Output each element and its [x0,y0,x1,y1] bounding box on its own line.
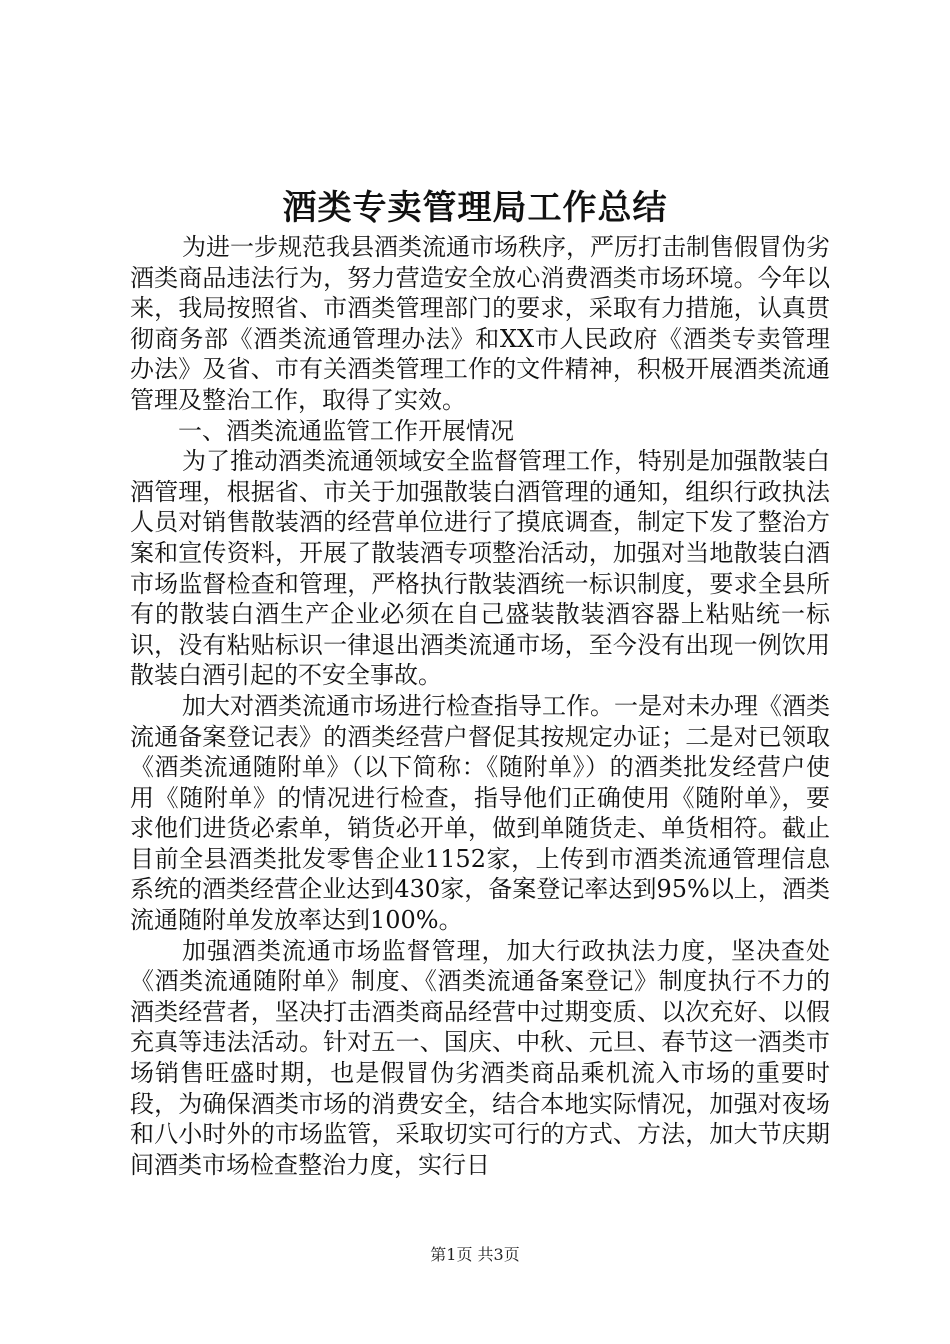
body-paragraph: 加强酒类流通市场监督管理，加大行政执法力度，坚决查处《酒类流通随附单》制度、《酒类流通备案登记》制度执行不力的酒类经营者，坚决打击酒类商品经营中过期变质、以次充好、以假充真等违法活动。针对五一、国庆、中秋、元旦、春节这一酒类市场销售旺盛时期，也是假冒伪劣酒类商品乘机流入市场的重要时段，为确保酒类市场的消费安全，结合本地实际情况，加强对夜场和八小时外的市场监管，采取切实可行的方式、方法，加大节庆期间酒类市场检查整治力度，实行日 [130,936,830,1179]
document-title: 酒类专卖管理局工作总结 [282,188,668,228]
body-paragraph: 加大对酒类流通市场进行检查指导工作。一是对未办理《酒类流通备案登记表》的酒类经营户督促其按规定办证；二是对已领取《酒类流通随附单》（以下简称：《随附单》）的酒类批发经营户使用《随附单》的情况进行检查，指导他们正确使用《随附单》，要求他们进货必索单，销货必开单，做到单随货走、单货相符。截止目前全县酒类批发零售企业1152家，上传到市酒类流通管理信息系统的酒类经营企业达到430家，备案登记率达到95%以上，酒类流通随附单发放率达到100%。 [130,691,830,935]
body-paragraph: 为了推动酒类流通领域安全监督管理工作，特别是加强散装白酒管理，根据省、市关于加强散装白酒管理的通知，组织行政执法人员对销售散装酒的经营单位进行了摸底调查，制定下发了整治方案和宣传资料，开展了散装酒专项整治活动，加强对当地散装白酒市场监督检查和管理，严格执行散装酒统一标识制度，要求全县所有的散装白酒生产企业必须在自己盛装散装酒容器上粘贴统一标识，没有粘贴标识一律退出酒类流通市场，至今没有出现一例饮用散装白酒引起的不安全事故。 [130,447,830,690]
section-heading: 一、酒类流通监管工作开展情况 [178,416,514,445]
document-body [130,232,830,1180]
intro-paragraph: 为进一步规范我县酒类流通市场秩序，严厉打击制售假冒伪劣酒类商品违法行为，努力营造安全放心消费酒类市场环境。今年以来，我局按照省、市酒类管理部门的要求，采取有力措施，认真贯彻商务部《酒类流通管理办法》和XX市人民政府《酒类专卖管理办法》及省、市有关酒类管理工作的文件精神，积极开展酒类流通管理及整治工作，取得了实效。 [130,233,830,414]
page-footer: 第1页 共3页 [430,1245,520,1264]
